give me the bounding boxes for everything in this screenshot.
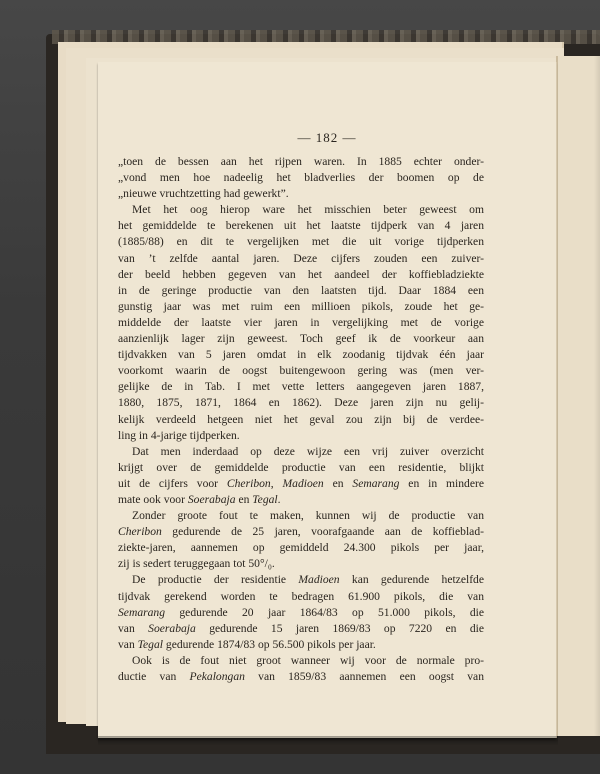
text-line: Dat men inderdaad op deze wijze een vrij zuiver overzicht <box>132 444 484 458</box>
text-line: het gemiddelde te berekenen uit het laatste tijdperk van 4 jaren <box>118 219 484 233</box>
text-line: tijdvakken van 5 jaren omdat in elk zoodanig tijdvak één jaar <box>118 348 484 362</box>
text-line: Met het oog hierop ware het misschien beter geweest om <box>132 203 484 217</box>
page-number: — 182 — <box>297 130 357 145</box>
place-name: Cheribon <box>118 525 162 539</box>
text-line: De productie der residentie Madioen kan gedurende hetzelfde <box>132 573 484 587</box>
facing-page-edge <box>556 56 600 736</box>
text-line: van ’t zelfde aantal jaren. Deze cijfers zouden een zuiver- <box>118 251 484 265</box>
text-line: zij is sedert teruggegaan tot 50°/₀. <box>118 557 275 571</box>
text-line: in de geringe productie van den laatsten tijd. Daar 1884 een <box>118 283 484 297</box>
text-line: der beeld hebben gegeven van het aandeel der koffiebladziekte <box>118 267 484 281</box>
text-line: „toen de bessen aan het rijpen waren. In 1885 echter onder- <box>118 155 484 168</box>
text-line: „vond men hoe nadeelig het bladverlies der boomen op de <box>118 171 484 185</box>
page-body-text <box>118 154 484 685</box>
text-line: ziekte-jaren, aannemen op gemiddeld 24.300 pikols per jaar, <box>118 541 484 555</box>
text-line: Semarang gedurende 20 jaar 1864/83 op 51.000 pikols, die <box>118 605 484 619</box>
text-line: Ook is de fout niet groot wanneer wij voor de normale pro- <box>132 653 484 667</box>
place-name: Semarang <box>118 605 166 619</box>
place-name: Cheribon <box>226 476 271 490</box>
place-name: Madioen <box>298 573 340 587</box>
text-line: tijdvak gerekend worden te bedragen 61.900 pikols, die van <box>118 589 484 603</box>
place-name: Tegal <box>137 637 163 651</box>
text-line: uit de cijfers voor Cheribon, Madioen en Semarang en in mindere <box>118 476 485 490</box>
text-line: ductie van Pekalongan van 1859/83 aannemen een oogst van <box>118 670 484 683</box>
place-name: Soerabaja <box>148 621 196 635</box>
text-line: Cheribon gedurende de 25 jaren, voorafgaande aan de koffieblad- <box>118 525 484 539</box>
text-line: van Soerabaja gedurende 15 jaren 1869/83 op 7220 en die <box>118 621 485 635</box>
text-line: Zonder groote fout te maken, kunnen wij de productie van <box>132 509 484 523</box>
text-line: aanzienlijk lager zijn geweest. Toch geef ik de voorkeur aan <box>118 332 484 346</box>
text-line: „nieuwe vruchtzetting had gewerkt”. <box>118 187 289 201</box>
place-name: Semarang <box>352 476 400 490</box>
text-line: ling in 4-jarige tijdperken. <box>118 428 240 442</box>
place-name: Pekalongan <box>189 670 245 683</box>
text-line: (1885/88) en dit te vergelijken met die uit vorige tijdperken <box>118 235 484 249</box>
text-line: van Tegal gedurende 1874/83 op 56.500 pikols per jaar. <box>118 637 376 651</box>
page-shadow <box>98 736 558 746</box>
text-line: kelijk verdeeld hetgeen niet het geval zou zijn bij de verdee- <box>118 412 484 426</box>
text-line: 1880, 1875, 1871, 1864 en 1862). Deze jaren zijn nu gelij- <box>118 396 484 410</box>
place-name: Tegal <box>252 492 278 506</box>
text-line: gunstig jaar was met ruim een millioen pikols, zoude het ge- <box>118 299 484 313</box>
text-line: krijgt over de gemiddelde productie van een residentie, blijkt <box>118 460 484 474</box>
place-name: Madioen <box>282 476 324 490</box>
place-name: Soerabaja <box>187 492 236 506</box>
text-line: mate ook voor Soerabaja en Tegal. <box>118 492 281 506</box>
text-line: gelijke de in Tab. I met vette letters aangegeven jaren 1887, <box>118 380 484 394</box>
text-line: middelde der laatste vier jaren in vergelijking met de vorige <box>118 315 484 329</box>
text-line: voorkomt waarin de oogst buitengewoon gering was (men ver- <box>118 364 484 378</box>
